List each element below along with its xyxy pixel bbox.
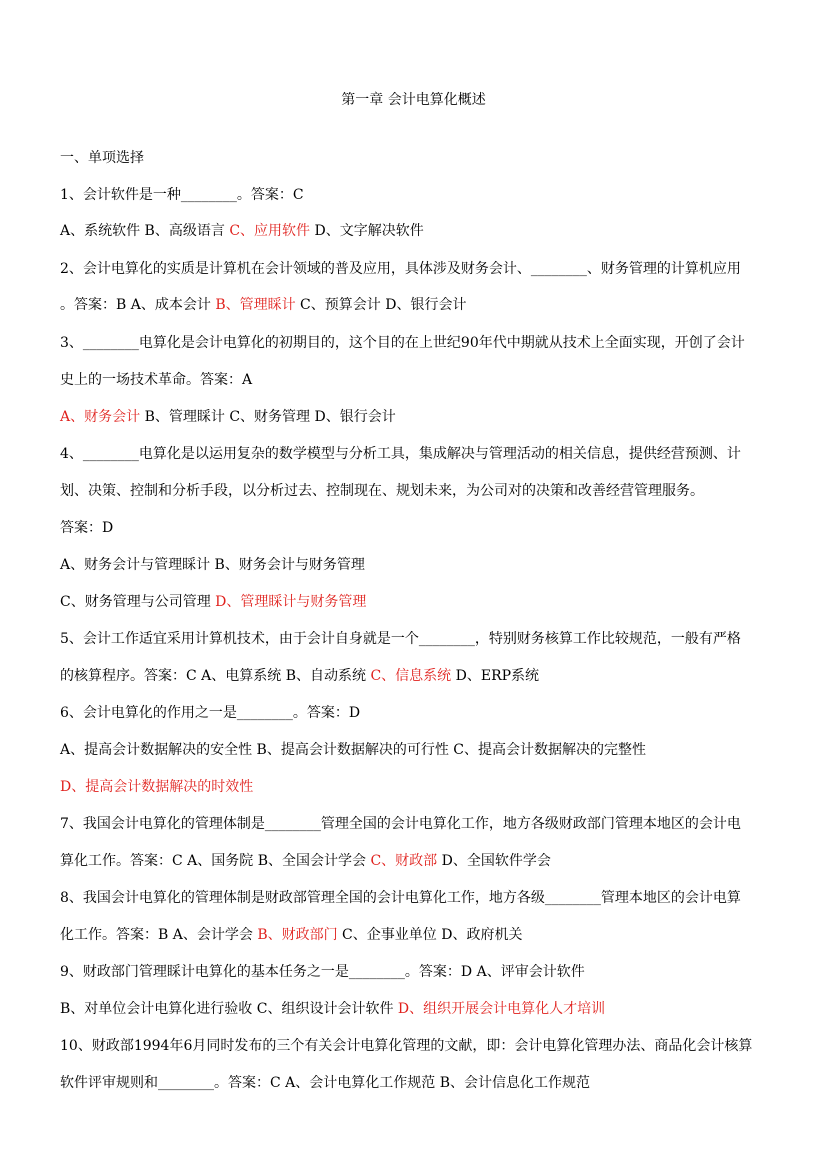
line-text: 软件评审规则和________。答案：C A、会计电算化工作规范 B、会计信息化工作规范 — [60, 1075, 591, 1091]
text-line — [60, 1036, 752, 1056]
section-heading: 一、单项选择 — [60, 150, 144, 166]
answer-highlight: B、财政部门 — [257, 927, 338, 943]
text-line — [60, 851, 551, 871]
line-text: 9、财政部门管理睬计电算化的基本任务之一是________。答案：D A、评审会计软件 — [60, 964, 585, 980]
line-text: 算化工作。答案：C A、国务院 B、全国会计学会 — [60, 853, 371, 869]
line-tail-text: D、全国软件学会 — [437, 853, 551, 869]
line-text: 6、会计电算化的作用之一是________。答案：D — [60, 705, 361, 721]
line-text: 5、会计工作适宜采用计算机技术，由于会计自身就是一个________，特别财务核算工作比较规范，一般有严格 — [60, 631, 741, 647]
text-line — [60, 407, 396, 427]
line-text: 答案：D — [60, 520, 114, 536]
answer-highlight: A、财务会计 — [60, 409, 141, 425]
text-line — [60, 333, 745, 353]
chapter-title: 第一章 会计电算化概述 — [341, 92, 486, 108]
text-line — [60, 777, 253, 797]
answer-highlight: C、应用软件 — [229, 223, 311, 239]
line-tail-text: C、企事业单位 D、政府机关 — [337, 927, 523, 943]
answer-highlight: B、管理睬计 — [215, 297, 296, 313]
answer-highlight: C、财政部 — [370, 853, 438, 869]
text-line — [60, 370, 252, 390]
line-text: 史上的一场技术革命。答案：A — [60, 372, 253, 388]
line-text: 10、财政部1994年6月同时发布的三个有关会计电算化管理的文献，即：会计电算化管理办法、商品化会计核算 — [60, 1038, 753, 1054]
text-line — [60, 1073, 590, 1093]
text-line — [60, 185, 304, 205]
answer-highlight: C、信息系统 — [370, 668, 452, 684]
line-text: A、提高会计数据解决的安全性 B、提高会计数据解决的可行性 C、提高会计数据解决的完整性 — [60, 742, 647, 758]
text-line — [60, 740, 646, 760]
text-line — [60, 666, 539, 686]
text-line — [60, 703, 360, 723]
answer-highlight: D、组织开展会计电算化人才培训 — [397, 1001, 606, 1017]
text-line — [60, 444, 741, 464]
text-line — [60, 888, 741, 908]
text-line — [60, 555, 365, 575]
line-text: 1、会计软件是一种________。答案：C — [60, 187, 304, 203]
line-text: 的核算程序。答案：C A、电算系统 B、自动系统 — [60, 668, 371, 684]
line-text: 7、我国会计电算化的管理体制是________管理全国的会计电算化工作，地方各级财政部门管理本地区的会计电 — [60, 816, 741, 832]
text-line — [60, 221, 424, 241]
line-text: 3、________电算化是会计电算化的初期目的，这个目的在上世纪90年代中期就从技术上全面实现，开创了会计 — [60, 335, 745, 351]
answer-highlight: D、管理睬计与财务管理 — [215, 594, 367, 610]
text-line — [60, 592, 366, 612]
text-line — [60, 962, 585, 982]
line-text: 4、________电算化是以运用复杂的数学模型与分析工具，集成解决与管理活动的相关信息，提供经营预测、计 — [60, 446, 741, 462]
line-tail-text: D、ERP系统 — [451, 668, 540, 684]
text-line — [60, 259, 741, 279]
line-tail-text: D、文字解决软件 — [310, 223, 424, 239]
line-text: 划、决策、控制和分析手段，以分析过去、控制现在、规划未来，为公司对的决策和改善经营管理服务。 — [60, 483, 704, 499]
line-tail-text: C、预算会计 D、银行会计 — [295, 297, 467, 313]
text-line — [60, 518, 113, 538]
text-line — [60, 629, 741, 649]
text-line — [60, 925, 522, 945]
text-line — [60, 481, 704, 501]
line-text: C、财务管理与公司管理 — [60, 594, 216, 610]
text-line — [60, 814, 741, 834]
line-text: A、财务会计与管理睬计 B、财务会计与财务管理 — [60, 557, 365, 573]
line-text: A、系统软件 B、高级语言 — [60, 223, 230, 239]
line-text: 2、会计电算化的实质是计算机在会计领域的普及应用，具体涉及财务会计、________、财务管理的计算机应用 — [60, 261, 741, 277]
line-text: 8、我国会计电算化的管理体制是财政部管理全国的会计电算化工作，地方各级________管理本地区的会计电算 — [60, 890, 741, 906]
line-tail-text: B、管理睬计 C、财务管理 D、银行会计 — [140, 409, 396, 425]
line-text: 。答案：B A、成本会计 — [60, 297, 216, 313]
line-text: 化工作。答案：B A、会计学会 — [60, 927, 258, 943]
line-text: B、对单位会计电算化进行验收 C、组织设计会计软件 — [60, 1001, 398, 1017]
answer-highlight: D、提高会计数据解决的时效性 — [60, 779, 254, 795]
text-line — [60, 999, 605, 1019]
text-line — [60, 295, 466, 315]
